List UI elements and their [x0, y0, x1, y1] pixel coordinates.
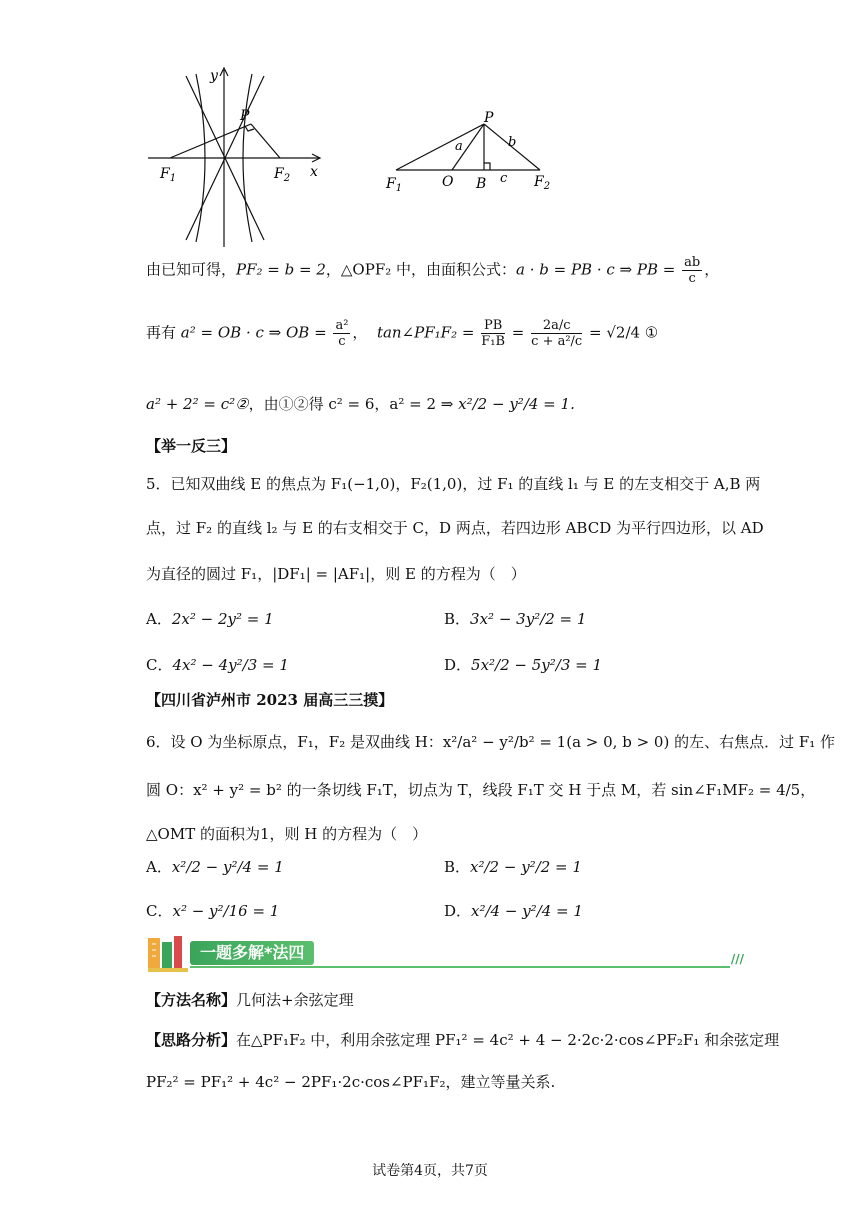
tri-b-label: b [508, 135, 517, 150]
solution-line-2: 再有 a² = OB · c ⇒ OB = $\frac{\text{a²}}{c}$ ， tan∠PF₁F₂ = $\frac{PB}{\text{F₁B}}$ = $\frac{2a/c}{\text{c + a²/c}}$ = √2/4 ① [146, 318, 659, 349]
fraction: $\frac{2a/c}{\text{c + a²/c}}$ [531, 318, 583, 349]
stationery-icon [146, 934, 190, 974]
q6-line-1: 6．设 O 为坐标原点，F₁，F₂ 是双曲线 H：x²/a² − y²/b² = 1(a > 0, b > 0) 的左、右焦点．过 F₁ 作 [146, 733, 836, 751]
hyperbola-figure [140, 62, 340, 252]
analysis-line-1: 【思路分析】在△PF₁F₂ 中，利用余弦定理 PF₁² = 4c² + 4 − 2·2c·2·cos∠PF₂F₁ 和余弦定理 [146, 1031, 780, 1049]
f2-label: $F_2$ [274, 166, 291, 184]
q5-option-d[interactable]: D．5x²/2 − 5y²/3 = 1 [444, 656, 603, 674]
tri-c-label: c [500, 171, 508, 186]
method-banner [146, 934, 744, 974]
q6-line-3: △OMT 的面积为1，则 H 的方程为（ ） [146, 825, 428, 843]
q5-option-a[interactable]: A．2x² − 2y² = 1 [146, 610, 274, 628]
q6-option-a[interactable]: A．x²/2 − y²/4 = 1 [146, 858, 284, 876]
q6-line-2: 圆 O：x² + y² = b² 的一条切线 F₁T，切点为 T，线段 F₁T 交 H 于点 M，若 sin∠F₁MF₂ = 4/5， [146, 781, 816, 799]
q5-line-3: 为直径的圆过 F₁，|DF₁| = |AF₁|，则 E 的方程为（ ） [146, 565, 526, 583]
fraction: $\frac{ab}{c}$ [684, 255, 701, 286]
solution-line-3: a² + 2² = c²②，由①②得 c² = 6，a² = 2 ⇒ x²/2 − y²/4 = 1. [146, 395, 575, 413]
banner-title: 一题多解*法四 [190, 941, 314, 965]
tri-o-label: O [442, 174, 454, 190]
tri-b-point-label: B [476, 176, 487, 192]
page-footer: 试卷第4页，共7页 [372, 1163, 488, 1179]
q5-option-c[interactable]: C．4x² − 4y²/3 = 1 [146, 656, 289, 674]
banner-rule [190, 966, 730, 968]
triangle-figure [380, 108, 560, 192]
method-name: 【方法名称】几何法+余弦定理 [146, 991, 354, 1009]
q6-option-d[interactable]: D．x²/4 − y²/4 = 1 [444, 902, 583, 920]
solution-line-1: 由已知可得，PF₂ = b = 2，△OPF₂ 中，由面积公式：a · b = PB · c ⇒ PB = $\frac{ab}{c}$ ， [146, 255, 720, 286]
section-extend-heading: 【举一反三】 [146, 437, 237, 455]
analysis-line-2: PF₂² = PF₁² + 4c² − 2PF₁·2c·cos∠PF₁F₂，建立等量关系. [146, 1073, 556, 1091]
tri-f1-label: $F_1$ [386, 176, 403, 192]
point-p-label: P [240, 108, 250, 124]
q5-line-1: 5．已知双曲线 E 的焦点为 F₁(−1,0)，F₂(1,0)，过 F₁ 的直线 l₁ 与 E 的左支相交于 A,B 两 [146, 475, 761, 493]
q6-option-c[interactable]: C．x² − y²/16 = 1 [146, 902, 280, 920]
fraction: $\frac{\text{a²}}{c}$ [335, 318, 349, 349]
tri-p-label: P [484, 110, 494, 126]
fraction: $\frac{PB}{\text{F₁B}}$ [481, 318, 506, 349]
tri-f2-label: $F_2$ [534, 174, 551, 192]
tri-a-label: a [455, 139, 463, 154]
q5-option-b[interactable]: B．3x² − 3y²/2 = 1 [444, 610, 587, 628]
y-axis-label: y [210, 68, 218, 84]
q6-option-b[interactable]: B．x²/2 − y²/2 = 1 [444, 858, 582, 876]
q5-line-2: 点，过 F₂ 的直线 l₂ 与 E 的右支相交于 C，D 两点，若四边形 ABCD 为平行四边形，以 AD [146, 519, 764, 537]
banner-mark: /// [730, 952, 744, 966]
x-axis-label: x [310, 164, 318, 180]
source-tag: 【四川省泸州市 2023 届高三三摸】 [146, 691, 394, 709]
f1-label: $F_1$ [160, 166, 177, 184]
